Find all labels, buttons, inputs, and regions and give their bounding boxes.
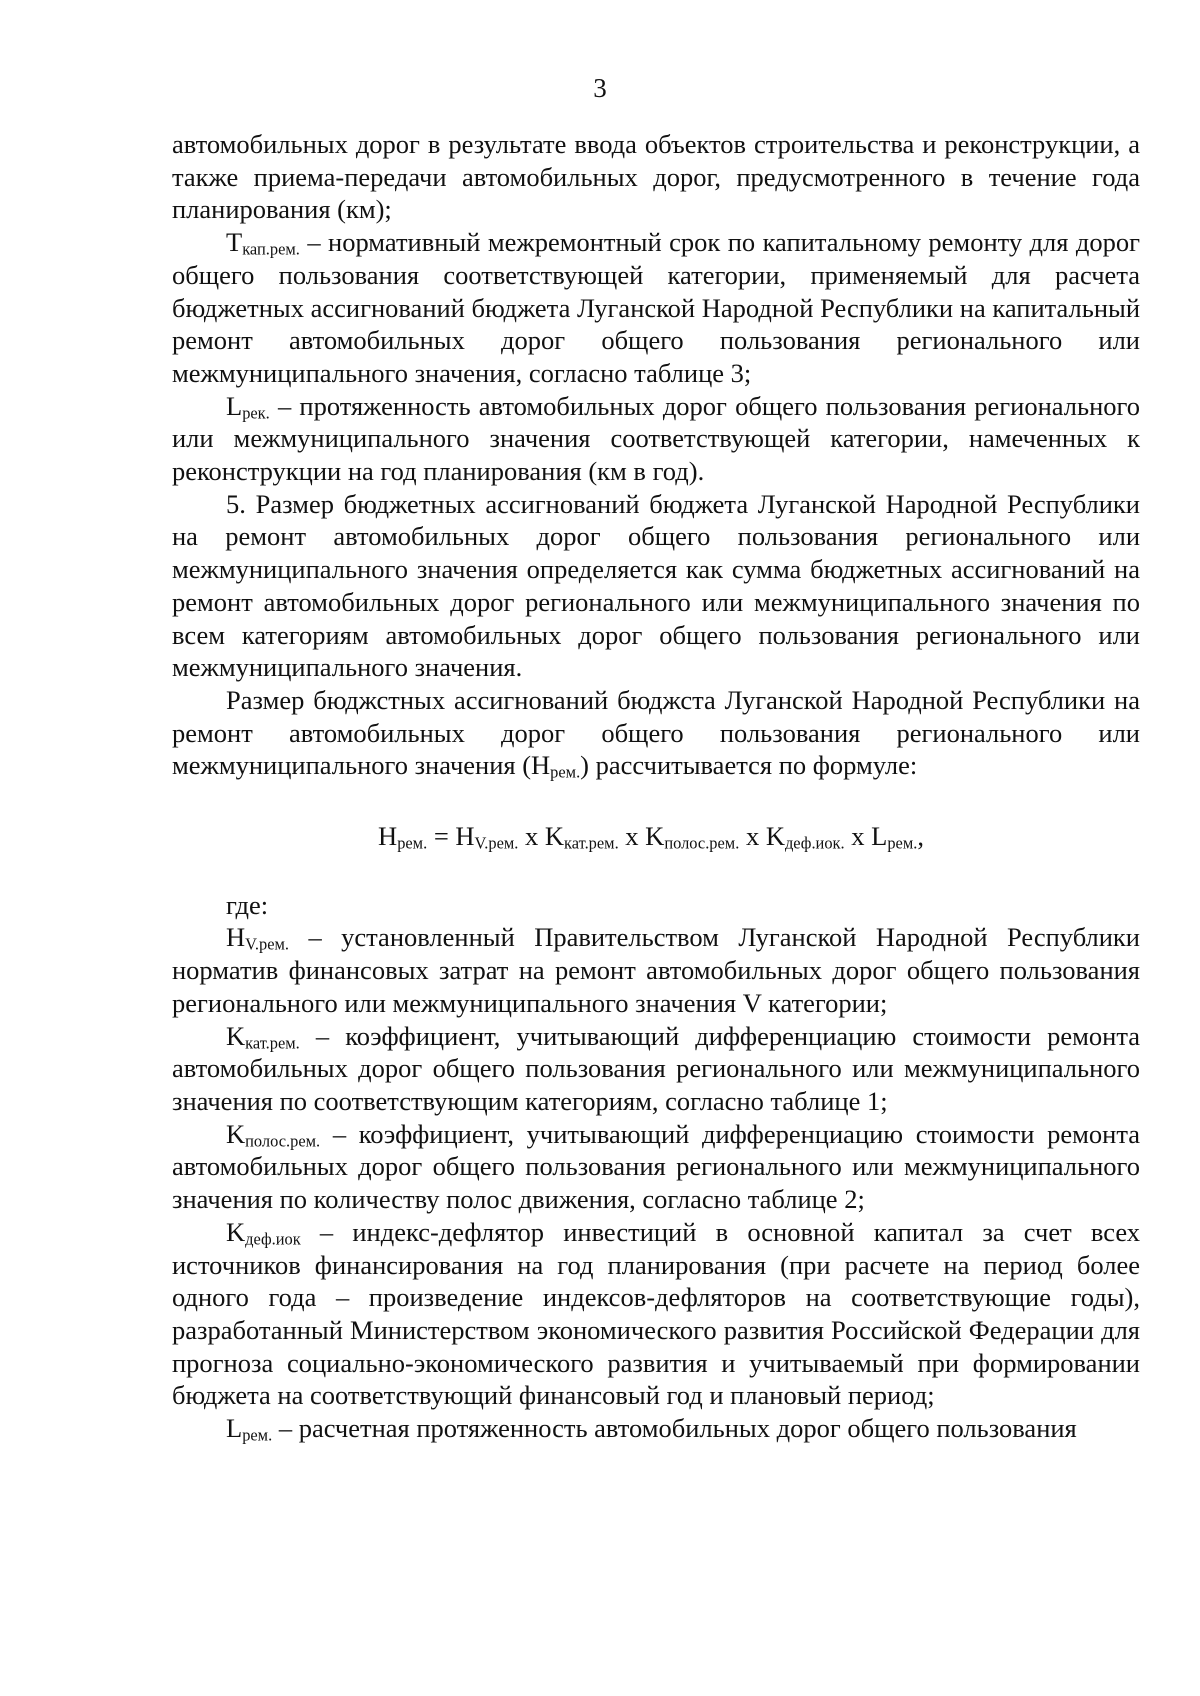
- definition-text: – протяженность автомобильных дорог общего пользования регионального или межмуниципального значения соответствующей категории, намеченных к реконструкции на год планирования (км в год).: [172, 390, 1140, 487]
- definition-l-rem: [172, 1412, 1140, 1445]
- symbol-l: L: [226, 390, 243, 421]
- subscript-def-iok: деф.иок: [245, 1229, 301, 1249]
- formula-term: ,: [917, 821, 924, 852]
- symbol-k: K: [226, 1118, 246, 1149]
- subscript-kap-rem: кап.рем.: [242, 239, 300, 259]
- subscript-rek: рек.: [242, 403, 270, 423]
- subscript-polos-rem: полос.рем.: [245, 1131, 321, 1151]
- definition-text: – индекс-дефлятор инвестиций в основной капитал за счет всех источников финансирования на год планирования (при расчете на период более одного года – произведение индексов-дефляторов на соответствующие годы), разработанный Министерством экономического развития Российской Федерации для прогноза социально-экономического развития и учитываемый при формировании бюджета на соответствующий финансовый год и плановый период;: [172, 1216, 1140, 1411]
- formula-term: Н: [378, 821, 398, 852]
- formula-sub: рем.: [887, 833, 918, 853]
- subscript-rem: рем.: [242, 1425, 273, 1445]
- symbol-l: L: [226, 1413, 243, 1444]
- subscript-kat-rem: кат.рем.: [245, 1033, 300, 1053]
- symbol-k: K: [226, 1216, 246, 1247]
- definition-k-kat: [172, 1020, 1140, 1118]
- formula-sub: V.рем.: [474, 833, 519, 853]
- paragraph-5: 5. Размер бюджетных ассигнований бюджета Луганской Народной Республики на ремонт автомобильных дорог общего пользования регионального или межмуниципального значения определяется как сумма бюджетных ассигнований на ремонт автомобильных дорог регионального или межмуниципального значения по всем категориям автомобильных дорог общего пользования регионального или межмуниципального значения.: [172, 488, 1140, 683]
- definition-l-rek: [172, 390, 1140, 488]
- definition-text: – коэффициент, учитывающий дифференциацию стоимости ремонта автомобильных дорог общего пользования регионального или межмуниципального значения по количеству полос движения, согласно таблице 2;: [172, 1118, 1140, 1215]
- definition-text: – расчетная протяженность автомобильных дорог общего пользования: [272, 1413, 1077, 1444]
- formula-term: x K: [618, 821, 665, 852]
- definition-text: – коэффициент, учитывающий дифференциацию стоимости ремонта автомобильных дорог общего пользования регионального или межмуниципального значения по соответствующим категориям, согласно таблице 1;: [172, 1020, 1140, 1116]
- formula-sub: рем.: [397, 833, 428, 853]
- subscript-rem: рем.: [550, 762, 581, 782]
- symbol-h: Н: [226, 922, 246, 953]
- formula: [172, 820, 1140, 853]
- paragraph-size: [172, 684, 1140, 782]
- formula-term: x K: [518, 821, 565, 852]
- subscript-v-rem: V.рем.: [245, 935, 289, 955]
- formula-sub: кат.рем.: [564, 833, 619, 853]
- definition-text: – нормативный межремонтный срок по капитальному ремонту для дорог общего пользования соответствующей категории, применяемый для расчета бюджетных ассигнований бюджета Луганской Народной Республики на капитальный ремонт автомобильных дорог общего пользования регионального или межмуниципального значения, согласно таблице 3;: [172, 227, 1140, 388]
- definition-h-v: [172, 921, 1140, 1019]
- symbol-t: Т: [226, 227, 243, 258]
- definition-text: – установленный Правительством Луганской Народной Республики норматив финансовых затрат на ремонт автомобильных дорог общего пользования регионального или межмуниципального значения V категории;: [172, 922, 1140, 1018]
- where-label: где:: [226, 889, 269, 920]
- formula-sub: деф.иок.: [784, 833, 845, 853]
- definition-t-kap: [172, 226, 1140, 390]
- formula-sub: полос.рем.: [664, 833, 740, 853]
- formula-term: x L: [844, 821, 888, 852]
- paragraph-size-tail: ) рассчитывается по формуле:: [580, 750, 918, 781]
- symbol-k: K: [226, 1020, 246, 1051]
- paragraph-intro: автомобильных дорог в результате ввода объектов строительства и реконструкции, а также приема-передачи автомобильных дорог, предусмотренного в течение года планирования (км);: [172, 129, 1140, 225]
- document-body: [172, 128, 1140, 1445]
- formula-term: x K: [739, 821, 785, 852]
- formula-term: = Н: [427, 821, 475, 852]
- definition-k-polos: [172, 1118, 1140, 1216]
- page-number: 3: [593, 73, 607, 103]
- definition-k-def: [172, 1216, 1140, 1412]
- paragraph-size-text: Размер бюджстных ассигнований бюджста Луганской Народной Республики на ремонт автомобильных дорог общего пользования регионального или межмуниципального значения (Н: [172, 684, 1140, 781]
